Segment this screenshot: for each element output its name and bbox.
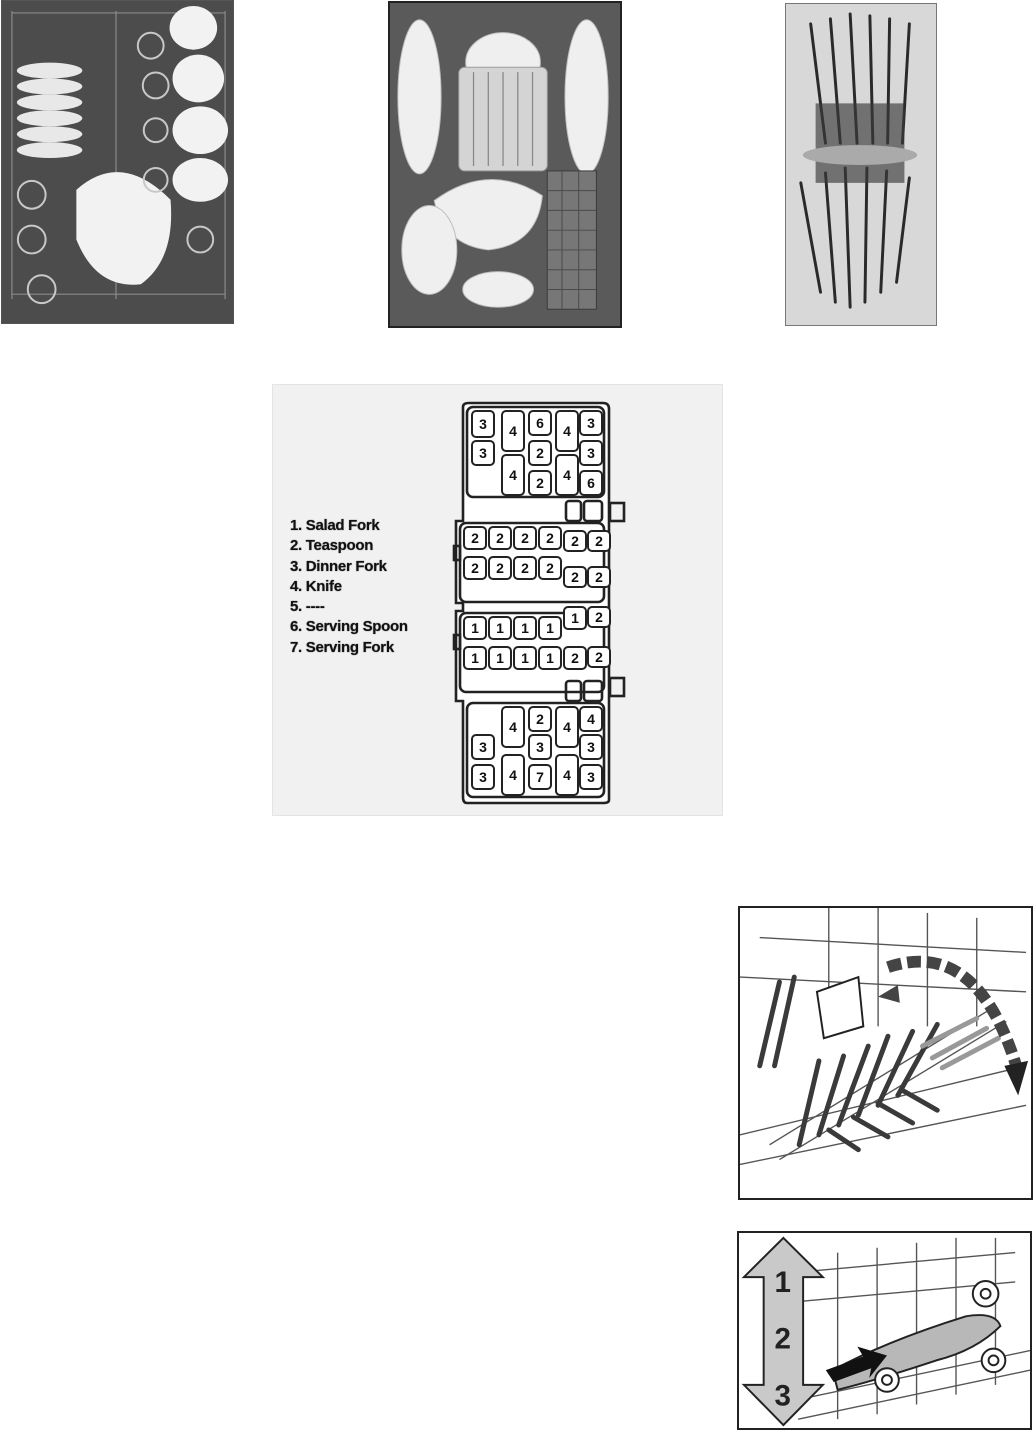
height-step-label: 2: [774, 1322, 791, 1356]
basket-slot-number: 3: [587, 445, 595, 461]
basket-slot-number: 2: [571, 569, 579, 585]
basket-slot-number: 1: [521, 650, 529, 666]
basket-slot-number: 1: [496, 650, 504, 666]
basket-slot-number: 3: [479, 416, 487, 432]
basket-slot-number: 2: [571, 650, 579, 666]
lower-rack-photo: [388, 1, 622, 328]
legend-item: 1. Salad Fork: [290, 517, 380, 534]
basket-slot-number: 4: [509, 719, 517, 735]
legend-item: 2. Teaspoon: [290, 537, 374, 555]
legend-item: 3. Dinner Fork: [290, 557, 387, 575]
basket-slot-number: 2: [471, 530, 479, 546]
basket-slot-number: 4: [563, 767, 571, 783]
basket-slot-number: 2: [546, 560, 554, 576]
basket-slot-number: 2: [496, 560, 504, 576]
cutlery-basket-diagram: [272, 384, 723, 816]
basket-slot-number: 2: [521, 530, 529, 546]
basket-slot-number: 2: [546, 530, 554, 546]
basket-slot-number: 1: [471, 650, 479, 666]
height-step-label: 1: [774, 1265, 791, 1299]
legend-item: 5. ----: [290, 598, 325, 616]
basket-slot-number: 2: [595, 649, 603, 665]
basket-slot-number: 1: [571, 610, 579, 626]
basket-slot-number: 2: [471, 560, 479, 576]
legend-item: 7. Serving Fork: [290, 638, 394, 656]
legend-item: 4. Knife: [290, 577, 342, 595]
basket-slot-number: 3: [587, 769, 595, 785]
basket-slot-number: 1: [546, 620, 554, 636]
basket-slot-number: 4: [563, 423, 571, 439]
basket-slot-number: 2: [595, 533, 603, 549]
basket-layout: [273, 385, 724, 817]
basket-slot-number: 2: [571, 533, 579, 549]
basket-slot-number: 6: [536, 415, 544, 431]
basket-slot-number: 7: [536, 769, 544, 785]
basket-slot-number: 4: [587, 711, 595, 727]
basket-slot-number: 1: [471, 620, 479, 636]
basket-slot-number: 1: [521, 620, 529, 636]
basket-slot-number: 2: [595, 569, 603, 585]
basket-slot-number: 3: [587, 739, 595, 755]
basket-slot-number: 4: [563, 467, 571, 483]
basket-slot-number: 2: [536, 711, 544, 727]
basket-slot-number: 1: [546, 650, 554, 666]
basket-slot-number: 3: [587, 415, 595, 431]
basket-slot-number: 3: [536, 739, 544, 755]
basket-slot-number: 2: [595, 609, 603, 625]
basket-slot-number: 3: [479, 739, 487, 755]
upper-rack-photo: [1, 0, 234, 324]
basket-slot-number: 4: [509, 423, 517, 439]
basket-slot-number: 6: [587, 475, 595, 491]
basket-slot-number: 2: [521, 560, 529, 576]
legend-item: 6. Serving Spoon: [290, 618, 408, 636]
basket-slot-number: 3: [479, 445, 487, 461]
basket-slot-number: 2: [496, 530, 504, 546]
height-step-label: 3: [774, 1379, 791, 1413]
basket-slot-number: 1: [496, 620, 504, 636]
basket-slot-number: 2: [536, 445, 544, 461]
basket-slot-number: 4: [563, 719, 571, 735]
cutlery-basket-photo: [785, 3, 937, 326]
rack-height-illustration: [737, 1231, 1032, 1430]
foldable-tines-illustration: [738, 906, 1033, 1200]
basket-slot-number: 2: [536, 475, 544, 491]
basket-slot-number: 3: [479, 769, 487, 785]
basket-slot-number: 4: [509, 467, 517, 483]
basket-slot-number: 4: [509, 767, 517, 783]
